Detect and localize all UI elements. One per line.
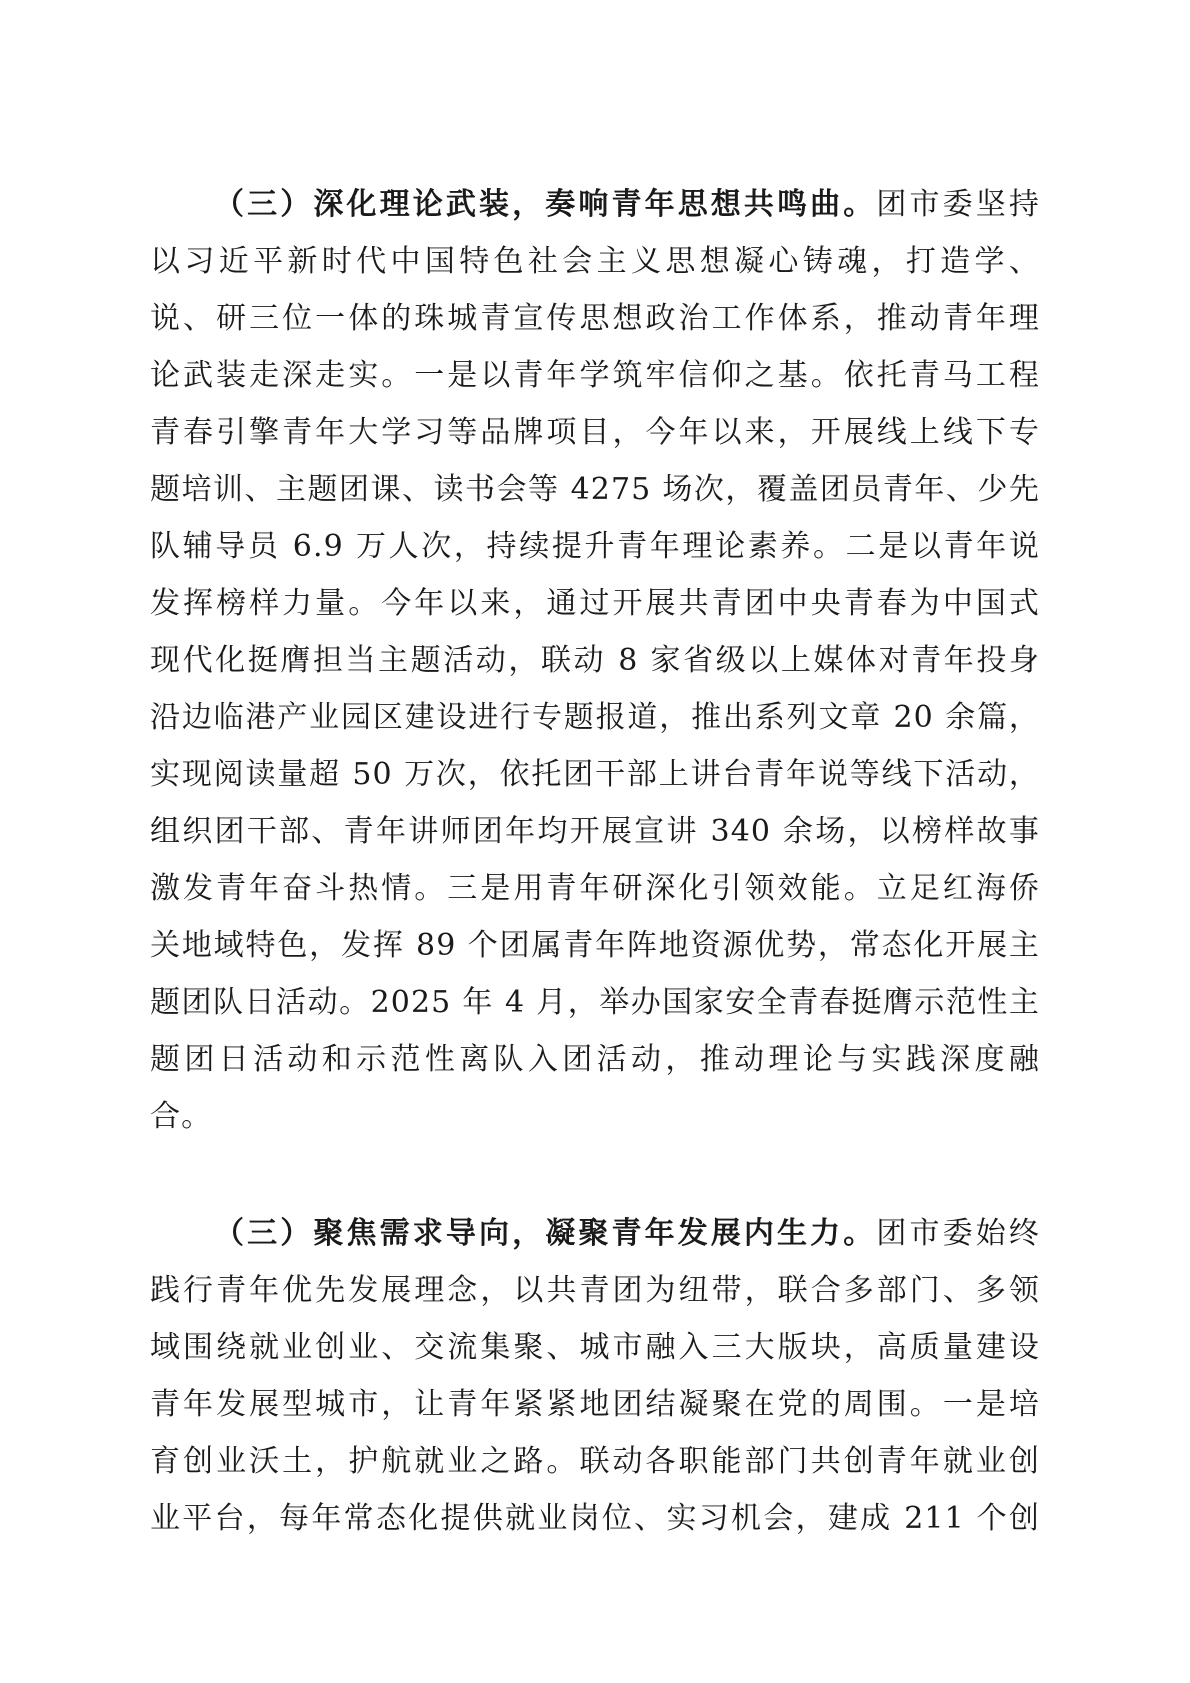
paragraph-1-line-14: 关地域特色，发挥 89 个团属青年阵地资源优势，常态化开展主	[150, 928, 1040, 963]
paragraph-1-line-8: 发挥榜样力量。今年以来，通过开展共青团中央青春为中国式	[150, 586, 1040, 621]
paragraph-1-line-16: 题团日活动和示范性离队入团活动，推动理论与实践深度融	[150, 1042, 1040, 1077]
paragraph-1-line-1	[150, 176, 1040, 233]
paragraph-1-line-6: 题培训、主题团课、读书会等 4275 场次，覆盖团员青年、少先	[150, 472, 1040, 507]
paragraph-spacer	[150, 1145, 1040, 1205]
paragraph-2-line-3: 域围绕就业创业、交流集聚、城市融入三大版块，高质量建设	[150, 1330, 1040, 1365]
paragraph-1-line-7: 队辅导员 6.9 万人次，持续提升青年理论素养。二是以青年说	[150, 529, 1040, 564]
paragraph-1-line-15: 题团队日活动。2025 年 4 月，举办国家安全青春挺膺示范性主	[150, 985, 1040, 1020]
paragraph-1-line-12: 组织团干部、青年讲师团年均开展宣讲 340 余场，以榜样故事	[150, 814, 1040, 849]
paragraph-1-line-9: 现代化挺膺担当主题活动，联动 8 家省级以上媒体对青年投身	[150, 643, 1040, 678]
paragraph-2-line-1	[150, 1205, 1040, 1262]
paragraph-1-line-3: 说、研三位一体的珠城青宣传思想政治工作体系，推动青年理	[150, 301, 1040, 336]
paragraph-1-line-4: 论武装走深走实。一是以青年学筑牢信仰之基。依托青马工程	[150, 358, 1040, 393]
paragraph-2-line-5: 育创业沃土，护航就业之路。联动各职能部门共创青年就业创	[150, 1444, 1040, 1479]
document-body	[150, 176, 1040, 1547]
paragraph-2-text: 团市委始终	[876, 1216, 1041, 1251]
paragraph-2-line-2: 践行青年优先发展理念，以共青团为纽带，联合多部门、多领	[150, 1273, 1040, 1308]
paragraph-2-heading: （三）聚焦需求导向，凝聚青年发展内生力。	[214, 1216, 877, 1251]
paragraph-2-line-4: 青年发展型城市，让青年紧紧地团结凝聚在党的周围。一是培	[150, 1387, 1040, 1422]
paragraph-1-line-11: 实现阅读量超 50 万次，依托团干部上讲台青年说等线下活动，	[150, 757, 1040, 792]
paragraph-1-line-17: 合。	[150, 1099, 213, 1134]
paragraph-1-line-2: 以习近平新时代中国特色社会主义思想凝心铸魂，打造学、	[150, 244, 1040, 279]
paragraph-1-line-5: 青春引擎青年大学习等品牌项目，今年以来，开展线上线下专	[150, 415, 1040, 450]
paragraph-1-text: 团市委坚持	[876, 187, 1041, 222]
paragraph-1-line-10: 沿边临港产业园区建设进行专题报道，推出系列文章 20 余篇，	[150, 700, 1040, 735]
paragraph-2-line-6: 业平台，每年常态化提供就业岗位、实习机会，建成 211 个创	[150, 1501, 1040, 1536]
paragraph-1-heading: （三）深化理论武装，奏响青年思想共鸣曲。	[214, 187, 877, 222]
paragraph-1-line-13: 激发青年奋斗热情。三是用青年研深化引领效能。立足红海侨	[150, 871, 1040, 906]
